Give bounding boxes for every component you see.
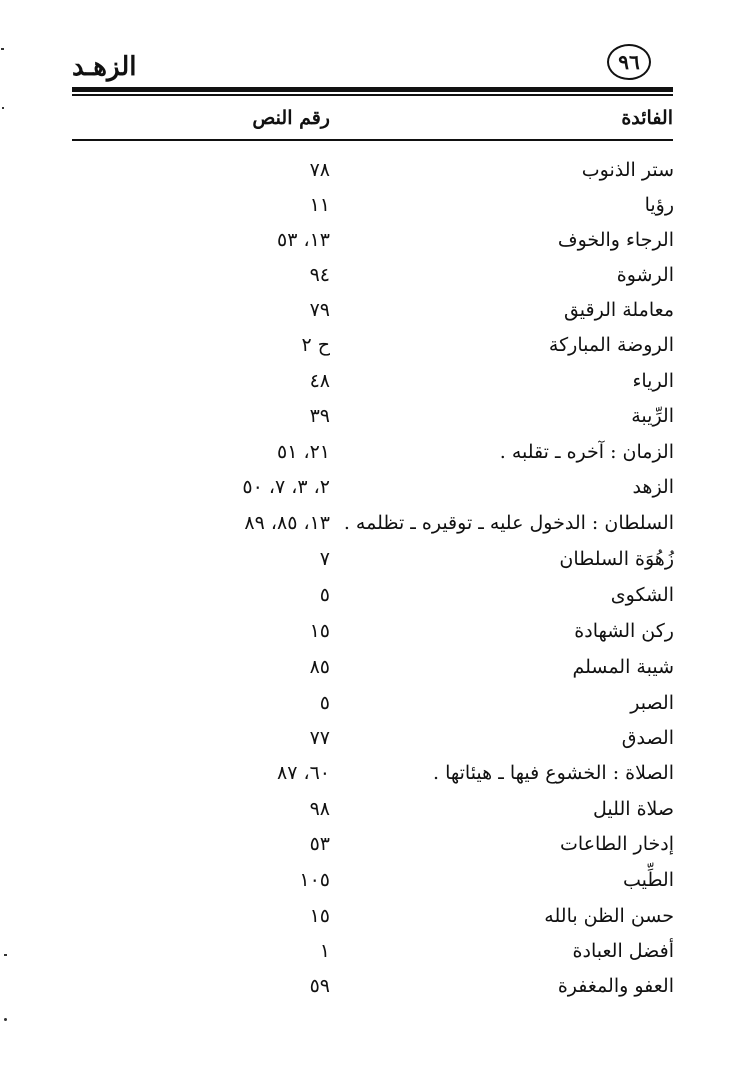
index-topic: الرجاء والخوف (557, 229, 674, 251)
index-row (0, 153, 748, 188)
index-refs: ١٣، ٨٥، ٨٩ (244, 512, 330, 534)
index-refs: ١٠٥ (299, 869, 330, 891)
book-title: الزهـد (72, 52, 137, 82)
index-refs: ٧٧ (309, 727, 330, 749)
index-topic: الصلاة : الخشوع فيها ـ هيئاتها . (433, 762, 674, 784)
index-row (0, 258, 748, 293)
index-topic: العفو والمغفرة (557, 975, 674, 997)
index-topic: شيبة المسلم (572, 656, 674, 678)
index-topic: ركن الشهادة (574, 620, 674, 642)
index-topic: الروضة المباركة (548, 334, 674, 356)
index-topic: الصدق (621, 727, 674, 749)
index-row (0, 364, 748, 399)
column-header-benefit: الفائدة (621, 107, 673, 129)
index-topic: حسن الظن بالله (544, 905, 674, 927)
index-row (0, 934, 748, 969)
index-refs: ٩٨ (309, 798, 330, 820)
index-refs: ٤٨ (309, 370, 330, 392)
index-refs: ٦٠، ٨٧ (276, 762, 330, 784)
index-row (0, 223, 748, 258)
index-topic: ستر الذنوب (581, 159, 674, 181)
index-row (0, 650, 748, 685)
index-topic: زُهُوَة السلطان (559, 548, 674, 570)
index-topic: الزهد (632, 476, 674, 498)
index-refs: ١١ (309, 194, 330, 216)
index-row (0, 863, 748, 898)
index-row (0, 578, 748, 613)
index-refs: ٥٩ (309, 975, 330, 997)
index-refs: ٧ (319, 548, 330, 570)
index-row (0, 328, 748, 363)
index-refs: ٥ (319, 584, 330, 606)
index-row (0, 542, 748, 577)
index-refs: ١٥ (309, 620, 330, 642)
index-row (0, 435, 748, 470)
index-row (0, 969, 748, 1004)
index-topic: رؤيا (644, 194, 674, 216)
scan-speck (4, 954, 7, 956)
index-row (0, 399, 748, 434)
index-row (0, 899, 748, 934)
index-refs: ٩٤ (309, 264, 330, 286)
index-topic: الزمان : آخره ـ تقلبه . (499, 441, 674, 463)
column-header-text-number: رقم النص (252, 107, 330, 129)
index-refs: ح ٢ (301, 334, 330, 356)
index-refs: ٢، ٣، ٧، ٥٠ (242, 476, 330, 498)
index-refs: ١٥ (309, 905, 330, 927)
index-topic: الشكوى (610, 584, 674, 606)
index-refs: ١ (319, 940, 330, 962)
index-topic: معاملة الرقيق (563, 299, 674, 321)
index-refs: ٧٩ (309, 299, 330, 321)
header-rule-thin (72, 94, 673, 96)
index-topic: الرياء (632, 370, 674, 392)
index-topic: الرِّيبة (631, 405, 674, 427)
index-refs: ٥٣ (309, 833, 330, 855)
index-row (0, 293, 748, 328)
scan-speck (4, 1018, 7, 1021)
scan-speck (2, 107, 4, 109)
index-row (0, 188, 748, 223)
index-row (0, 756, 748, 791)
index-row (0, 470, 748, 505)
index-row (0, 827, 748, 862)
index-row (0, 614, 748, 649)
index-row (0, 792, 748, 827)
index-refs: ٣٩ (309, 405, 330, 427)
index-topic: صلاة الليل (593, 798, 674, 820)
scan-speck (1, 48, 4, 50)
index-topic: إدخار الطاعات (560, 833, 674, 855)
page-number: ٩٦ (607, 44, 651, 80)
index-topic: الرشوة (616, 264, 674, 286)
index-refs: ٢١، ٥١ (276, 441, 330, 463)
index-row (0, 721, 748, 756)
column-header-rule (72, 139, 673, 141)
index-refs: ٨٥ (309, 656, 330, 678)
index-topic: أفضل العبادة (572, 940, 674, 962)
index-row (0, 506, 748, 541)
header-rule-thick (72, 87, 673, 92)
index-topic: السلطان : الدخول عليه ـ توقيره ـ تظلمه . (343, 512, 674, 534)
index-refs: ١٣، ٥٣ (276, 229, 330, 251)
index-topic: الطِّيب (622, 869, 674, 891)
index-refs: ٧٨ (309, 159, 330, 181)
index-refs: ٥ (319, 692, 330, 714)
index-topic: الصبر (630, 692, 674, 714)
index-row (0, 686, 748, 721)
